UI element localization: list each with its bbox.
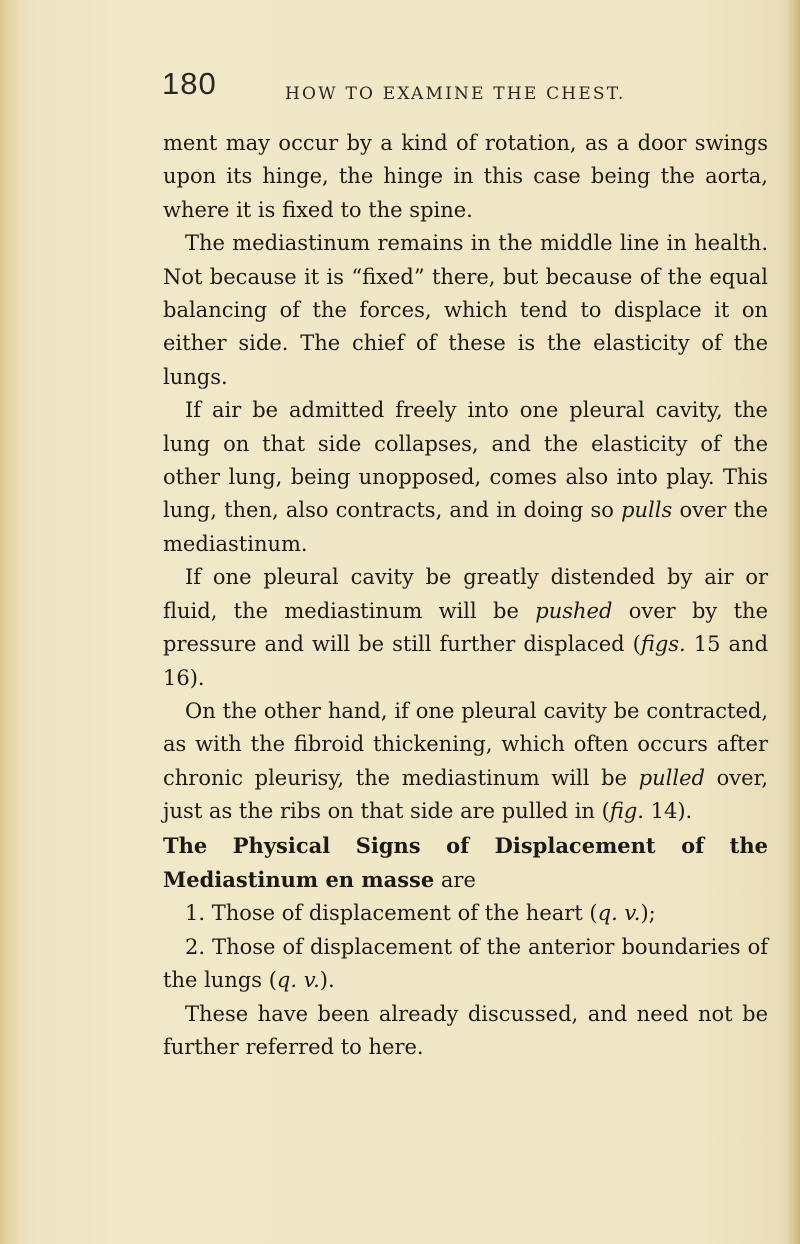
paragraph-4-emphasis-1: pushed bbox=[535, 598, 613, 623]
paragraph-5-text-c: 14). bbox=[643, 799, 693, 824]
paragraph-4-text-c: 15 and 16). bbox=[163, 632, 769, 690]
paragraph-1: ment may occur by a kind of rotation, as a door swings upon its hinge, the hinge in this case being the aorta, where it is fixed to the spine. bbox=[163, 131, 768, 222]
paragraph-5-text-a: On the other hand, if one pleural cavity be contracted, as with the fibroid thickening, which often occurs after chronic pleurisy, the mediastinum will be bbox=[163, 698, 768, 790]
page-number: 180 bbox=[162, 66, 217, 101]
section-heading: The Physical Signs of Displacement of the Mediastinum en masse bbox=[163, 832, 768, 892]
paragraph-4 bbox=[163, 561, 768, 695]
page-right-shadow bbox=[786, 0, 800, 1244]
section-heading-rest: are bbox=[434, 867, 476, 892]
body-text bbox=[163, 127, 768, 1064]
paragraph-3-emphasis: pulls bbox=[621, 498, 673, 523]
list-item-2-text-a: 2. Those of displacement of the anterior boundaries of the lungs ( bbox=[163, 934, 768, 993]
paragraph-5-emphasis-2: fig. bbox=[609, 799, 644, 824]
paragraph-4-text-a: If one pleural cavity be greatly distended by air or fluid, the mediastinum will be bbox=[163, 565, 768, 623]
list-item-2-emphasis: q. v. bbox=[276, 968, 320, 993]
paragraph-3-text-a: If air be admitted freely into one pleural cavity, the lung on that side collapses, and the elasticity of the other lung, being unopposed, comes also into play. This lung, then, also contracts, and in doing so bbox=[163, 398, 768, 523]
list-item-1-text-b: ); bbox=[640, 901, 656, 926]
list-item-1-emphasis: q. v. bbox=[597, 901, 641, 926]
list-item-1-text-a: 1. Those of displacement of the heart ( bbox=[185, 901, 598, 926]
paragraph-3 bbox=[163, 394, 768, 561]
list-item-2-text-b: ). bbox=[319, 968, 335, 993]
paragraph-2: The mediastinum remains in the middle line in health. Not because it is “fixed” there, but because of the equal balancing of the forces, which tend to displace it on either side. The chief of these is the elasticity of the lungs. bbox=[163, 231, 768, 389]
paragraph-4-emphasis-2: figs. bbox=[640, 632, 686, 657]
paragraph-3-text-b: over the mediastinum. bbox=[163, 498, 768, 556]
list-item-1 bbox=[163, 897, 768, 930]
running-head: HOW TO EXAMINE THE CHEST. bbox=[285, 84, 626, 104]
paragraph-4-text-b: over by the pressure and will be still further displaced ( bbox=[163, 598, 769, 657]
page-left-shadow bbox=[0, 0, 22, 1244]
paragraph-5-text-b: over, just as the ribs on that side are pulled in ( bbox=[163, 765, 768, 824]
page-header bbox=[0, 60, 800, 110]
paragraph-5 bbox=[163, 695, 768, 829]
paragraph-5-emphasis-1: pulled bbox=[638, 765, 705, 790]
paragraph-7: These have been already discussed, and need not be further referred to here. bbox=[163, 1001, 768, 1059]
section-heading-paragraph bbox=[163, 829, 768, 898]
list-item-2 bbox=[163, 931, 768, 998]
